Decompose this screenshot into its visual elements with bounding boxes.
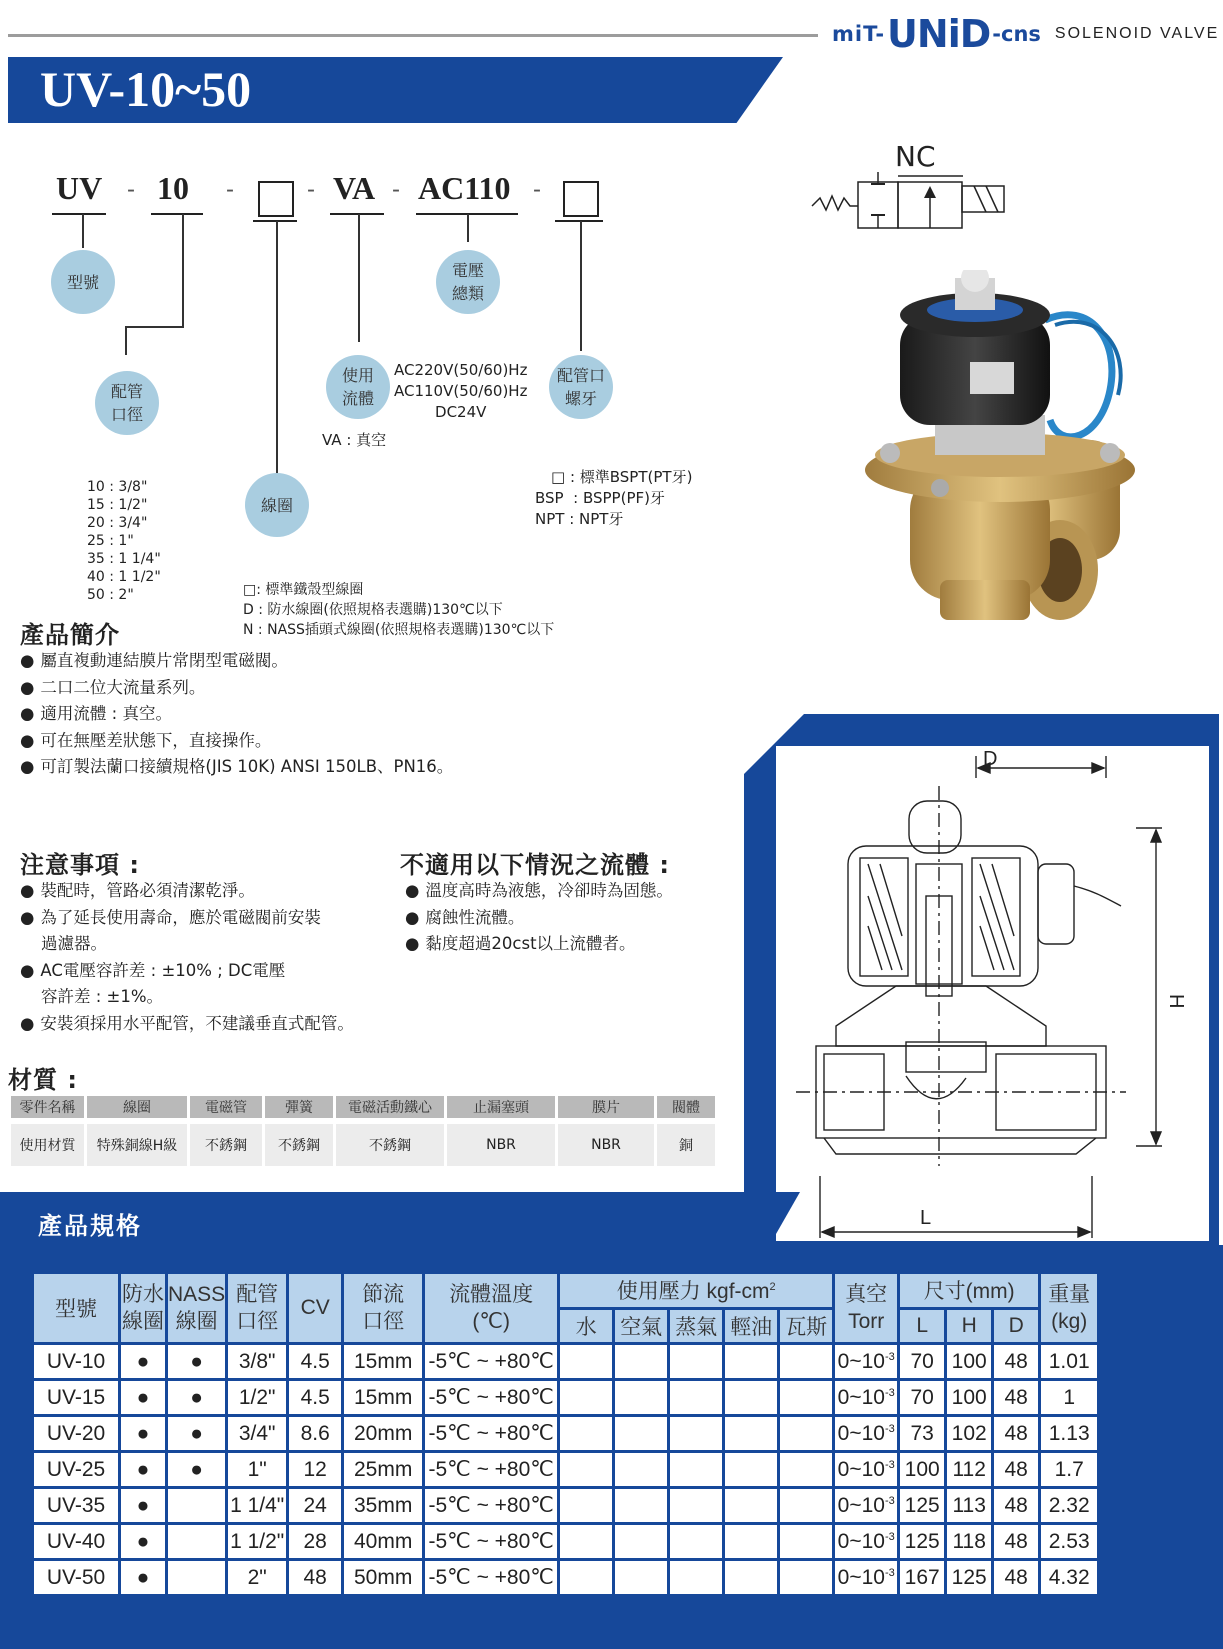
table-cell [614,1344,669,1380]
table-cell: 使用材質 [11,1124,84,1166]
unsuitable-list [405,878,673,958]
table-cell: 50mm [343,1560,424,1596]
table-cell: $0\sim 10^{-3}$ [834,1344,899,1380]
table-cell: ● [167,1452,227,1488]
list-item: ● 可在無壓差狀態下，直接操作。 [20,728,453,755]
table-cell: 1 1/2" [227,1524,288,1560]
table-cell: UV-20 [33,1416,120,1452]
table-cell [724,1488,779,1524]
label-pipe: 配管 口徑 [110,382,143,424]
table-cell: 125 [899,1524,946,1560]
th-H: H [946,1308,993,1344]
table-cell [724,1524,779,1560]
th-waterproof: 防水 線圈 [120,1273,167,1344]
th-model: 型號 [33,1273,120,1344]
table-row [33,1452,1099,1488]
connector [125,326,184,328]
table-header: 止漏塞頭 [447,1096,555,1118]
th-D: D [993,1308,1040,1344]
table-header: 閥體 [657,1096,715,1118]
table-cell: 70 [899,1344,946,1380]
material-heading: 材質 : [8,1066,78,1094]
table-cell: 不銹鋼 [265,1124,333,1166]
table-header: 電磁活動鐵心 [336,1096,444,1118]
dim-L: L [920,1207,932,1229]
th-vacuum: 真空 Torr [834,1273,899,1344]
th-temp: 流體溫度 (℃) [424,1273,559,1344]
list-item: ● 溫度高時為液態，冷卻時為固態。 [405,878,673,905]
table-cell: 1.01 [1040,1344,1099,1380]
table-cell: 15mm [343,1344,424,1380]
code-dash: - [127,176,135,203]
table-row [33,1344,1099,1380]
connector [82,214,84,248]
list-item: 過濾器。 [41,934,107,953]
nc-valve-symbol [810,170,1020,230]
circle-voltage [436,250,500,314]
table-cell [779,1488,834,1524]
list-item: ● 腐蝕性流體。 [405,905,673,932]
th-weight: 重量 (kg) [1040,1273,1099,1344]
table-cell: 70 [899,1380,946,1416]
table-cell: 48 [993,1560,1040,1596]
table-cell: 48 [993,1488,1040,1524]
table-cell: ● [120,1560,167,1596]
table-cell: $0\sim 10^{-3}$ [834,1416,899,1452]
code-dash: - [226,176,234,203]
connector [358,214,360,342]
coil-options: □: 標準鐵殼型線圈 D : 防水線圈(依照規格表選購)130℃以下 N : NASS插頭式線圈(依照規格表選購)130℃以下 [243,582,555,638]
table-cell: UV-25 [33,1452,120,1488]
table-cell: 25mm [343,1452,424,1488]
table-cell [779,1560,834,1596]
notes-heading: 注意事項 : [20,851,140,879]
connector [182,214,184,327]
table-header: 零件名稱 [11,1096,84,1118]
pipe-options: 10 : 3/8" 15 : 1/2" 20 : 3/4" 25 : 1" 35 : 1 1/4" 40 : 1 1/2" 50 : 2" [87,479,161,603]
list-item: ● 二口二位大流量系列。 [20,675,453,702]
list-item: ● 適用流體 : 真空。 [20,701,453,728]
connector [125,326,127,355]
table-cell: $0\sim 10^{-3}$ [834,1524,899,1560]
table-cell [167,1560,227,1596]
circle-model [51,250,115,314]
intro-heading: 產品簡介 [20,621,120,649]
table-row [33,1416,1099,1452]
table-cell: UV-10 [33,1344,120,1380]
table-header: 電磁管 [190,1096,262,1118]
table-cell: UV-40 [33,1524,120,1560]
spec-heading: 產品規格 [38,1212,142,1240]
table-cell: 125 [946,1560,993,1596]
table-cell: 1.7 [1040,1452,1099,1488]
table-cell: 48 [993,1452,1040,1488]
table-cell: -5℃ ~ +80℃ [424,1344,559,1380]
table-cell: 40mm [343,1524,424,1560]
table-cell: 100 [946,1380,993,1416]
table-cell: 48 [288,1560,343,1596]
header-rule [8,34,818,37]
circle-pipe [95,371,159,435]
table-cell: UV-15 [33,1380,120,1416]
table-cell: 48 [993,1524,1040,1560]
table-cell: ● [120,1380,167,1416]
table-cell [614,1380,669,1416]
code-box-coil [258,181,294,217]
table-cell [559,1344,614,1380]
label-fluid: 使用 流體 [341,366,374,408]
table-cell [779,1416,834,1452]
table-cell: -5℃ ~ +80℃ [424,1488,559,1524]
nc-label: NC [895,140,936,173]
table-cell: -5℃ ~ +80℃ [424,1560,559,1596]
table-header: 線圈 [87,1096,187,1118]
table-cell [779,1344,834,1380]
label-coil: 線圈 [260,495,293,515]
list-item: ● 安裝須採用水平配管，不建議垂直式配管。 [20,1011,354,1038]
th-pipe: 配管 口徑 [227,1273,288,1344]
table-cell [614,1416,669,1452]
code-dash: - [533,176,541,203]
table-cell: 3/8" [227,1344,288,1380]
list-item: ● 可訂製法蘭口接續規格(JIS 10K) ANSI 150LB、PN16。 [20,754,453,781]
underline [555,220,603,222]
table-cell: ● [120,1524,167,1560]
table-cell: ● [120,1452,167,1488]
table-cell [669,1380,724,1416]
table-cell [167,1488,227,1524]
table-row [33,1524,1099,1560]
voltage-options: AC220V(50/60)Hz AC110V(50/60)Hz DC24V [394,361,528,421]
table-cell: NBR [447,1124,555,1166]
table-cell [559,1560,614,1596]
table-cell: 8.6 [288,1416,343,1452]
code-voltage: AC110 [418,170,511,206]
dimension-drawing [776,746,1209,1241]
table-cell [669,1524,724,1560]
thread-options: □ : 標準BSPT(PT牙) BSP : BSPP(PF)牙 NPT : NPT牙 [535,468,693,528]
table-cell [614,1524,669,1560]
table-header: 膜片 [558,1096,654,1118]
th-air: 空氣 [614,1308,669,1344]
table-cell [669,1560,724,1596]
table-cell: 48 [993,1344,1040,1380]
th-water: 水 [559,1308,614,1344]
code-dash: - [307,176,315,203]
table-cell: UV-50 [33,1560,120,1596]
table-cell: 特殊銅線H級 [87,1124,187,1166]
table-cell [724,1452,779,1488]
th-orifice: 節流 口徑 [343,1273,424,1344]
dim-H: H [1165,994,1187,1009]
intro-list [20,648,453,781]
th-size: 尺寸(mm) [899,1273,1040,1309]
table-cell: 118 [946,1524,993,1560]
table-cell [614,1488,669,1524]
list-item: ● 黏度超過20cst以上流體者。 [405,931,673,958]
table-cell [559,1416,614,1452]
table-cell: 102 [946,1416,993,1452]
table-cell: 2" [227,1560,288,1596]
table-row [33,1560,1099,1596]
table-cell: 125 [899,1488,946,1524]
table-cell [669,1488,724,1524]
material-table [8,1096,718,1166]
table-cell: -5℃ ~ +80℃ [424,1416,559,1452]
table-cell: ● [167,1344,227,1380]
table-cell: ● [167,1416,227,1452]
table-cell: 112 [946,1452,993,1488]
table-header: 彈簧 [265,1096,333,1118]
table-cell: 1/2" [227,1380,288,1416]
table-cell [559,1524,614,1560]
brand-tagline: SOLENOID VALVE [1054,25,1220,42]
table-cell [779,1524,834,1560]
table-cell: -5℃ ~ +80℃ [424,1524,559,1560]
unsuitable-heading: 不適用以下情況之流體 : [400,851,670,879]
table-cell [779,1380,834,1416]
code-model: UV [56,170,103,206]
th-oil: 輕油 [724,1308,779,1344]
th-pressure: 使用壓力 kgf-$cm^2$ [559,1273,834,1309]
spec-table [31,1271,1100,1597]
table-cell: 73 [899,1416,946,1452]
table-cell: 4.5 [288,1344,343,1380]
th-L: L [899,1308,946,1344]
table-cell: 28 [288,1524,343,1560]
table-cell: $0\sim 10^{-3}$ [834,1452,899,1488]
table-cell: 100 [946,1344,993,1380]
table-cell: 24 [288,1488,343,1524]
th-steam: 蒸氣 [669,1308,724,1344]
table-row [33,1380,1099,1416]
table-cell [669,1452,724,1488]
table-cell [724,1416,779,1452]
circle-fluid [326,355,390,419]
label-model: 型號 [66,272,99,292]
circle-thread [549,355,613,419]
table-cell: $0\sim 10^{-3}$ [834,1488,899,1524]
table-cell [724,1344,779,1380]
table-cell: $0\sim 10^{-3}$ [834,1560,899,1596]
table-cell: ● [120,1344,167,1380]
table-cell: UV-35 [33,1488,120,1524]
notes-list [20,878,354,1037]
table-cell: ● [167,1380,227,1416]
code-fluid: VA [333,170,376,206]
table-cell: 2.32 [1040,1488,1099,1524]
th-gas: 瓦斯 [779,1308,834,1344]
label-voltage: 電壓 總類 [451,261,484,303]
connector [276,221,278,474]
table-row [33,1488,1099,1524]
fluid-options: VA : 真空 [322,431,387,449]
table-cell: 1.13 [1040,1416,1099,1452]
table-cell: 113 [946,1488,993,1524]
table-cell [669,1344,724,1380]
label-thread: 配管口 螺牙 [556,366,605,408]
table-cell: 銅 [657,1124,715,1166]
code-dash: - [392,176,400,203]
table-cell: 15mm [343,1380,424,1416]
brand-suffix: -cns [992,22,1041,46]
code-size: 10 [157,170,189,206]
table-cell [669,1416,724,1452]
table-cell [559,1488,614,1524]
table-cell: 4.5 [288,1380,343,1416]
table-cell: -5℃ ~ +80℃ [424,1452,559,1488]
dim-D: D [983,748,998,770]
table-cell: 不銹鋼 [190,1124,262,1166]
table-cell: ● [120,1416,167,1452]
table-cell [724,1380,779,1416]
underline [253,220,297,222]
table-cell: 35mm [343,1488,424,1524]
page-title: UV-10~50 [40,61,252,117]
underline [330,213,384,215]
table-cell [559,1452,614,1488]
list-item: ● AC電壓容許差 : ±10% ; DC電壓 [20,958,354,985]
table-cell: 1 1/4" [227,1488,288,1524]
brand-name: UNiD [887,12,991,56]
list-item: ● 為了延長使用壽命，應於電磁閥前安裝 [20,905,354,932]
table-cell: $0\sim 10^{-3}$ [834,1380,899,1416]
table-cell: 167 [899,1560,946,1596]
table-cell: 100 [899,1452,946,1488]
list-item: ● 裝配時，管路必須清潔乾淨。 [20,878,354,905]
table-cell: 4.32 [1040,1560,1099,1596]
table-cell [167,1524,227,1560]
table-cell: 1 [1040,1380,1099,1416]
table-cell: 不銹鋼 [336,1124,444,1166]
connector [580,221,582,351]
underline [52,213,106,215]
table-cell: ● [120,1488,167,1524]
list-item: 容許差 : ±1%。 [41,987,164,1006]
code-box-thread [563,181,599,217]
table-cell [724,1560,779,1596]
circle-coil [245,473,309,537]
underline [151,213,203,215]
th-nass: NASS 線圈 [167,1273,227,1344]
brand-logo [832,14,1219,54]
table-cell: NBR [558,1124,654,1166]
table-cell [559,1380,614,1416]
brand-prefix: miT- [832,22,886,46]
table-cell: 20mm [343,1416,424,1452]
list-item: ● 屬直複動連結膜片常閉型電磁閥。 [20,648,453,675]
th-cv: CV [288,1273,343,1344]
table-cell [614,1452,669,1488]
table-cell: 12 [288,1452,343,1488]
table-cell: 1" [227,1452,288,1488]
table-cell: 2.53 [1040,1524,1099,1560]
table-cell: 3/4" [227,1416,288,1452]
table-cell: -5℃ ~ +80℃ [424,1380,559,1416]
connector [467,214,469,242]
table-cell: 48 [993,1380,1040,1416]
table-cell: 48 [993,1416,1040,1452]
valve-photo [850,270,1180,670]
table-cell [779,1452,834,1488]
table-cell [614,1560,669,1596]
